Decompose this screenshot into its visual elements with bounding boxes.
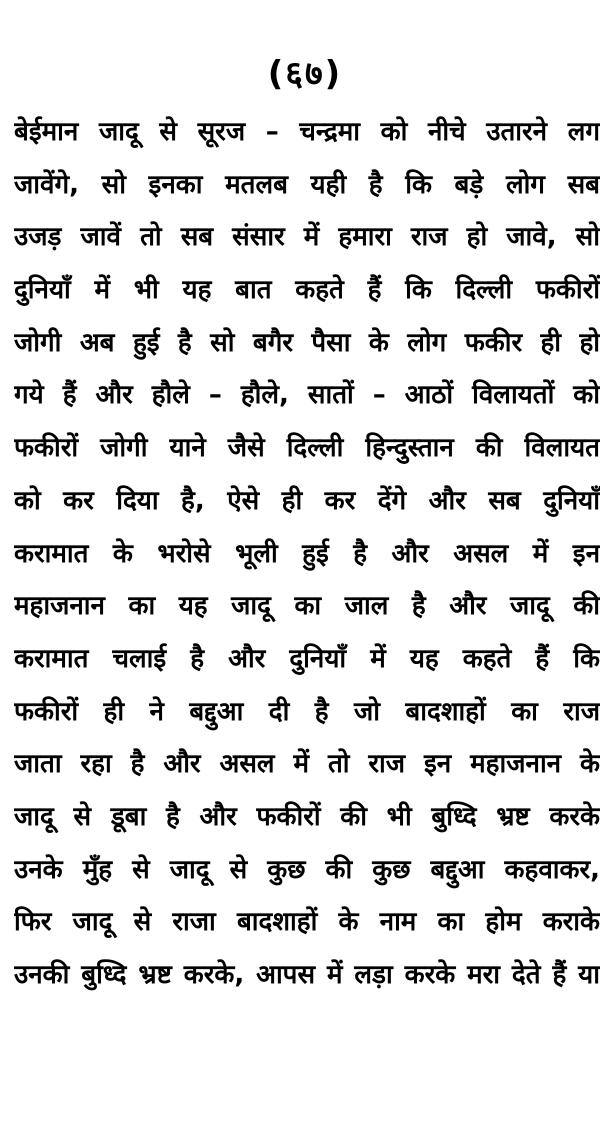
- body-text: [14, 106, 600, 1002]
- text-line: दुनियाँ में भी यह बात कहते हैं कि दिल्ली फकीरों: [14, 275, 600, 306]
- text-line: जादू से डूबा है और फकीरों की भी बुध्दि भ्रष्ट करके: [14, 801, 600, 832]
- text-line: जाता रहा है और असल में तो राज इन महाजनान के: [14, 749, 600, 780]
- text-line: फिर जादू से राजा बादशाहों के नाम का होम कराके: [14, 907, 600, 938]
- text-line: करामात के भरोसे भूली हुई है और असल में इन: [14, 538, 600, 569]
- text-line: महाजनान का यह जादू का जाल है और जादू की: [14, 591, 600, 622]
- text-line: उनके मुँह से जादू से कुछ की कुछ बद्दुआ कहवाकर,: [14, 854, 600, 885]
- text-line: बेईमान जादू से सूरज – चन्द्रमा को नीचे उतारने लग: [14, 117, 600, 147]
- text-line: को कर दिया है, ऐसे ही कर देंगे और सब दुनियाँ: [14, 485, 600, 516]
- text-line: फकीरों जोगी याने जैसे दिल्ली हिन्दुस्तान की विलायत: [14, 433, 600, 464]
- text-line: उजड़ जावें तो सब संसार में हमारा राज हो जावे, सो: [14, 222, 600, 253]
- text-line: जोगी अब हुई है सो बगैर पैसा के लोग फकीर ही हो: [14, 327, 600, 358]
- text-line: गये हैं और हौले – हौले, सातों – आठों विलायतों को: [14, 380, 600, 411]
- text-line: फकीरों ही ने बद्दुआ दी है जो बादशाहों का राज: [14, 696, 600, 727]
- text-line: जावेंगे, सो इनका मतलब यही है कि बड़े लोग सब: [14, 169, 600, 200]
- text-line: उनकी बुध्दि भ्रष्ट करके, आपस में लड़ा करके मरा देते हैं या: [14, 960, 600, 990]
- text-line: करामात चलाई है और दुनियाँ में यह कहते हैं कि: [14, 643, 600, 674]
- page-number: (६७): [267, 54, 343, 94]
